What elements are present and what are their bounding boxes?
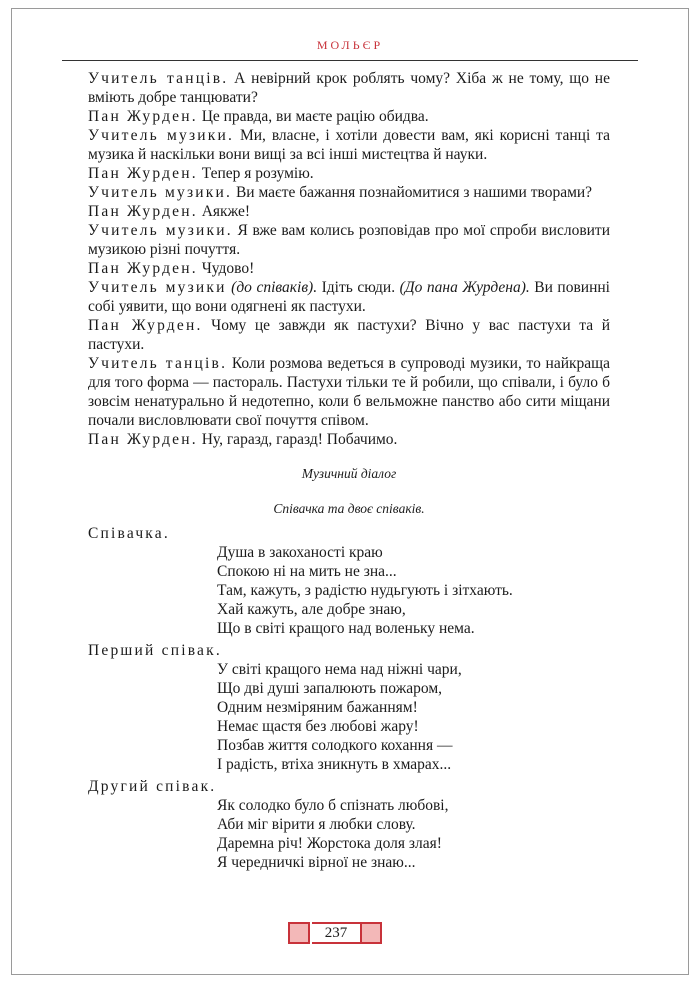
verse-line: Там, кажуть, з радістю нудьгують і зітхають. bbox=[217, 582, 513, 599]
dialogue-line: Пан Журден. Чудово! bbox=[88, 260, 255, 277]
verse-line: У світі кращого нема над ніжні чари, bbox=[217, 661, 462, 678]
verse-line: Що дві душі запалюють пожаром, bbox=[217, 680, 443, 697]
dialogue-line: Учитель танців. А невірний крок роблять чому? Хіба ж не тому, що не вміють добре танцювати? bbox=[88, 70, 610, 106]
header-rule bbox=[62, 60, 638, 61]
section-title: Музичний діалог bbox=[301, 466, 397, 481]
running-header: МОЛЬЄР bbox=[316, 38, 384, 52]
dialogue-line: Пан Журден. Аякже! bbox=[88, 203, 251, 220]
verse-line: Що в світі кращого над воленьку нема. bbox=[217, 620, 475, 637]
page-content bbox=[88, 69, 610, 872]
dialogue-line: Учитель музики (до співаків). Ідіть сюди. (До пана Журдена). Ви повинні собі уявити, що вони одягнені як пастухи. bbox=[88, 279, 610, 315]
dialogue-line: Пан Журден. Це правда, ви маєте рацію обидва. bbox=[88, 108, 429, 125]
page-number: 237 bbox=[312, 922, 360, 944]
page-corner-left bbox=[288, 922, 310, 944]
verse-line: Спокою ні на мить не зна... bbox=[217, 563, 397, 580]
dialogue-line: Учитель музики. Я вже вам колись розповідав про мої спроби висловити музикою різні почуття. bbox=[88, 222, 610, 258]
singer-role: Перший співак. bbox=[88, 642, 222, 659]
singer-role: Другий співак. bbox=[88, 778, 217, 795]
verse-line: Душа в закоханості краю bbox=[217, 544, 383, 561]
verse-block bbox=[88, 777, 610, 872]
dialogue-line: Пан Журден. Тепер я розумію. bbox=[88, 165, 314, 182]
dialogue-line: Учитель музики. Ви маєте бажання познайомитися з нашими творами? bbox=[88, 184, 593, 201]
singer-role: Співачка. bbox=[88, 525, 170, 542]
verse-block bbox=[88, 524, 610, 638]
verse-block bbox=[88, 641, 610, 774]
verse-line: Позбав життя солодкого кохання — bbox=[217, 737, 453, 754]
verse-line: Як солодко було б спізнать любові, bbox=[217, 797, 449, 814]
verse-line: Одним незміряним бажанням! bbox=[217, 699, 418, 716]
verse-line: Хай кажуть, але добре знаю, bbox=[217, 601, 406, 618]
dialogue-line: Пан Журден. Ну, гаразд, гаразд! Побачимо. bbox=[88, 431, 398, 448]
dialogue-line: Пан Журден. Чому це завжди як пастухи? Вічно у вас пастухи та й пастухи. bbox=[88, 317, 611, 353]
dialogue-line: Учитель танців. Коли розмова ведеться в супроводі музики, то найкраща для того форма — пастораль. Пастухи тільки те й робили, що співали, і було б зовсім ненатурально й недотепно, коли б вельможне панство або сити міщани почали висловлювати свої почуття співом. bbox=[88, 355, 610, 429]
page-number-box bbox=[288, 919, 384, 947]
section-subtitle: Співачка та двоє співаків. bbox=[273, 501, 425, 516]
verse-line: Даремна річ! Жорстока доля злая! bbox=[217, 835, 442, 852]
verse-line: Аби міг вірити я любки слову. bbox=[217, 816, 416, 833]
verse-line: Немає щастя без любові жару! bbox=[217, 718, 419, 735]
dialogue-line: Учитель музики. Ми, власне, і хотіли довести вам, які корисні танці та музика й наскільки вони вищі за всі інші мистецтва й науки. bbox=[88, 127, 610, 163]
verse-line: Я чередничкі вірної не знаю... bbox=[217, 854, 416, 871]
page-footer bbox=[0, 919, 700, 949]
page-corner-right bbox=[360, 922, 382, 944]
verse-line: І радість, втіха зникнуть в хмарах... bbox=[217, 756, 452, 773]
